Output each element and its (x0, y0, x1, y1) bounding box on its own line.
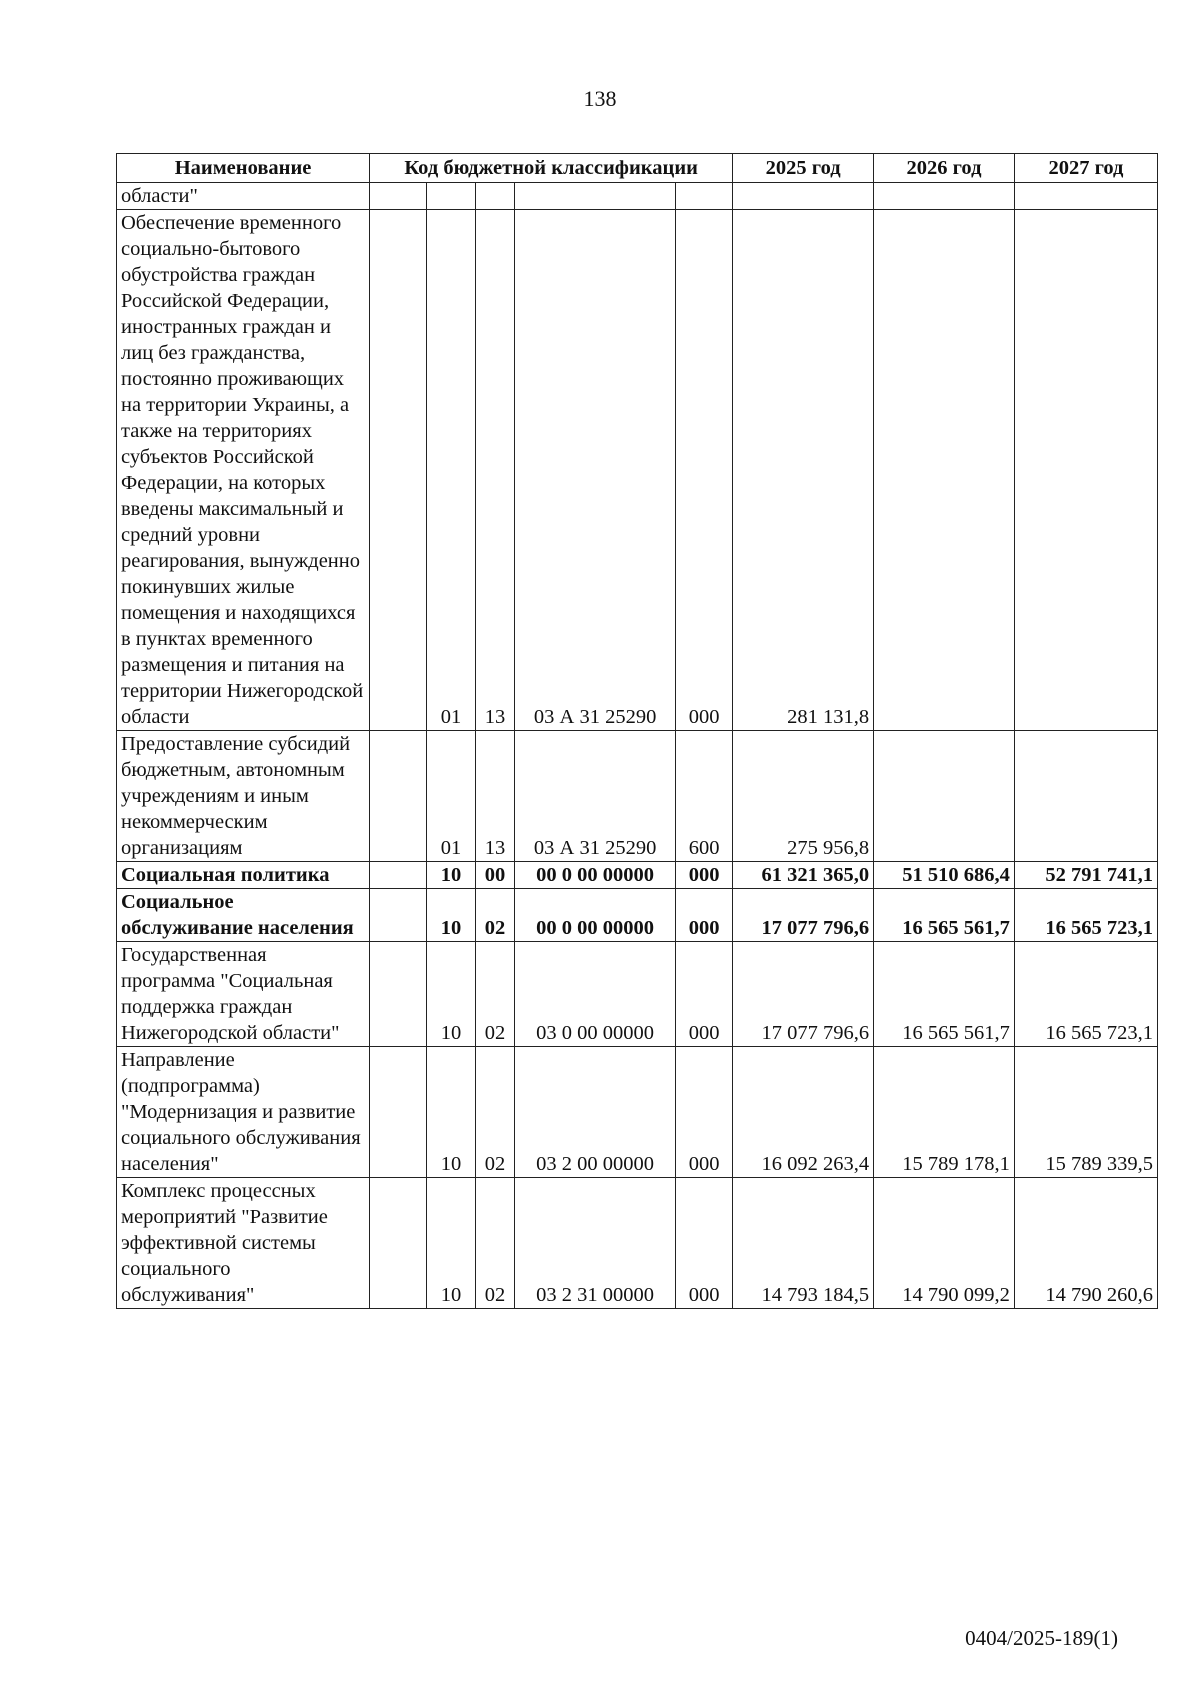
row-target-article (515, 183, 676, 210)
header-2026: 2026 год (874, 154, 1015, 183)
row-expense-type: 000 (675, 942, 732, 1047)
row-2025: 275 956,8 (733, 731, 874, 862)
row-name: Социальное обслуживание населения (117, 889, 370, 942)
row-name: Социальная политика (117, 862, 370, 889)
row-section: 10 (427, 1178, 475, 1309)
header-2025: 2025 год (733, 154, 874, 183)
header-2027: 2027 год (1014, 154, 1157, 183)
table-row (117, 1047, 1158, 1178)
row-subsection: 02 (475, 889, 515, 942)
row-section: 10 (427, 1047, 475, 1178)
row-target-article: 03 0 00 00000 (515, 942, 676, 1047)
table-row (117, 889, 1158, 942)
row-section: 10 (427, 889, 475, 942)
row-2027: 52 791 741,1 (1014, 862, 1157, 889)
row-2025 (733, 183, 874, 210)
row-2027: 15 789 339,5 (1014, 1047, 1157, 1178)
row-name: Государственная программа "Социальная поддержка граждан Нижегородской области" (117, 942, 370, 1047)
row-2027: 14 790 260,6 (1014, 1178, 1157, 1309)
row-2025: 17 077 796,6 (733, 942, 874, 1047)
table-row (117, 210, 1158, 731)
row-expense-type (675, 183, 732, 210)
row-target-article: 03 А 31 25290 (515, 731, 676, 862)
row-section: 01 (427, 210, 475, 731)
row-subsection: 00 (475, 862, 515, 889)
row-section: 01 (427, 731, 475, 862)
row-subsection (475, 183, 515, 210)
row-expense-type: 000 (675, 1178, 732, 1309)
row-2027 (1014, 183, 1157, 210)
row-2025: 16 092 263,4 (733, 1047, 874, 1178)
row-expense-type: 000 (675, 210, 732, 731)
document-code: 0404/2025-189(1) (965, 1626, 1118, 1650)
row-subsection: 02 (475, 942, 515, 1047)
row-name: Предоставление субсидий бюджетным, автономным учреждениям и иным некоммерческим организациям (117, 731, 370, 862)
row-section: 10 (427, 862, 475, 889)
row-section (427, 183, 475, 210)
row-target-article: 03 А 31 25290 (515, 210, 676, 731)
row-expense-type: 000 (675, 1047, 732, 1178)
row-name: Обеспечение временного социально-бытового обустройства граждан Российской Федерации, иностранных граждан и лиц без гражданства, постоянно проживающих на территории Украины, а также на территориях субъектов Российской Федерации, на которых введены максимальный и средний уровни реагирования, вынужденно покинувших жилые помещения и находящихся в пунктах временного размещения и питания на территории Нижегородской области (117, 210, 370, 731)
row-name: области" (117, 183, 370, 210)
header-name: Наименование (117, 154, 370, 183)
row-subsection: 02 (475, 1178, 515, 1309)
row-2026 (874, 210, 1015, 731)
row-subsection: 02 (475, 1047, 515, 1178)
row-2027: 16 565 723,1 (1014, 942, 1157, 1047)
row-name: Комплекс процессных мероприятий "Развитие эффективной системы социального обслуживания" (117, 1178, 370, 1309)
page-number: 138 (583, 86, 617, 111)
row-2027 (1014, 210, 1157, 731)
row-subsection: 13 (475, 731, 515, 862)
row-2026: 15 789 178,1 (874, 1047, 1015, 1178)
table-row (117, 862, 1158, 889)
row-subsection: 13 (475, 210, 515, 731)
row-2026 (874, 731, 1015, 862)
table-row (117, 1178, 1158, 1309)
row-2025: 14 793 184,5 (733, 1178, 874, 1309)
row-2026 (874, 183, 1015, 210)
table-row (117, 183, 1158, 210)
table-row (117, 731, 1158, 862)
row-name: Направление (подпрограмма) "Модернизация и развитие социального обслуживания населения" (117, 1047, 370, 1178)
row-expense-type: 000 (675, 862, 732, 889)
row-2025: 281 131,8 (733, 210, 874, 731)
row-expense-type: 000 (675, 889, 732, 942)
row-target-article: 00 0 00 00000 (515, 889, 676, 942)
row-section: 10 (427, 942, 475, 1047)
budget-table (116, 153, 1158, 1309)
row-target-article: 03 2 00 00000 (515, 1047, 676, 1178)
row-2025: 17 077 796,6 (733, 889, 874, 942)
row-expense-type: 600 (675, 731, 732, 862)
row-2026: 16 565 561,7 (874, 889, 1015, 942)
row-target-article: 00 0 00 00000 (515, 862, 676, 889)
header-code: Код бюджетной классификации (370, 154, 733, 183)
row-target-article: 03 2 31 00000 (515, 1178, 676, 1309)
row-2027: 16 565 723,1 (1014, 889, 1157, 942)
header-row (117, 154, 1158, 183)
table-row (117, 942, 1158, 1047)
row-2026: 51 510 686,4 (874, 862, 1015, 889)
row-2026: 16 565 561,7 (874, 942, 1015, 1047)
row-2025: 61 321 365,0 (733, 862, 874, 889)
row-2026: 14 790 099,2 (874, 1178, 1015, 1309)
row-2027 (1014, 731, 1157, 862)
